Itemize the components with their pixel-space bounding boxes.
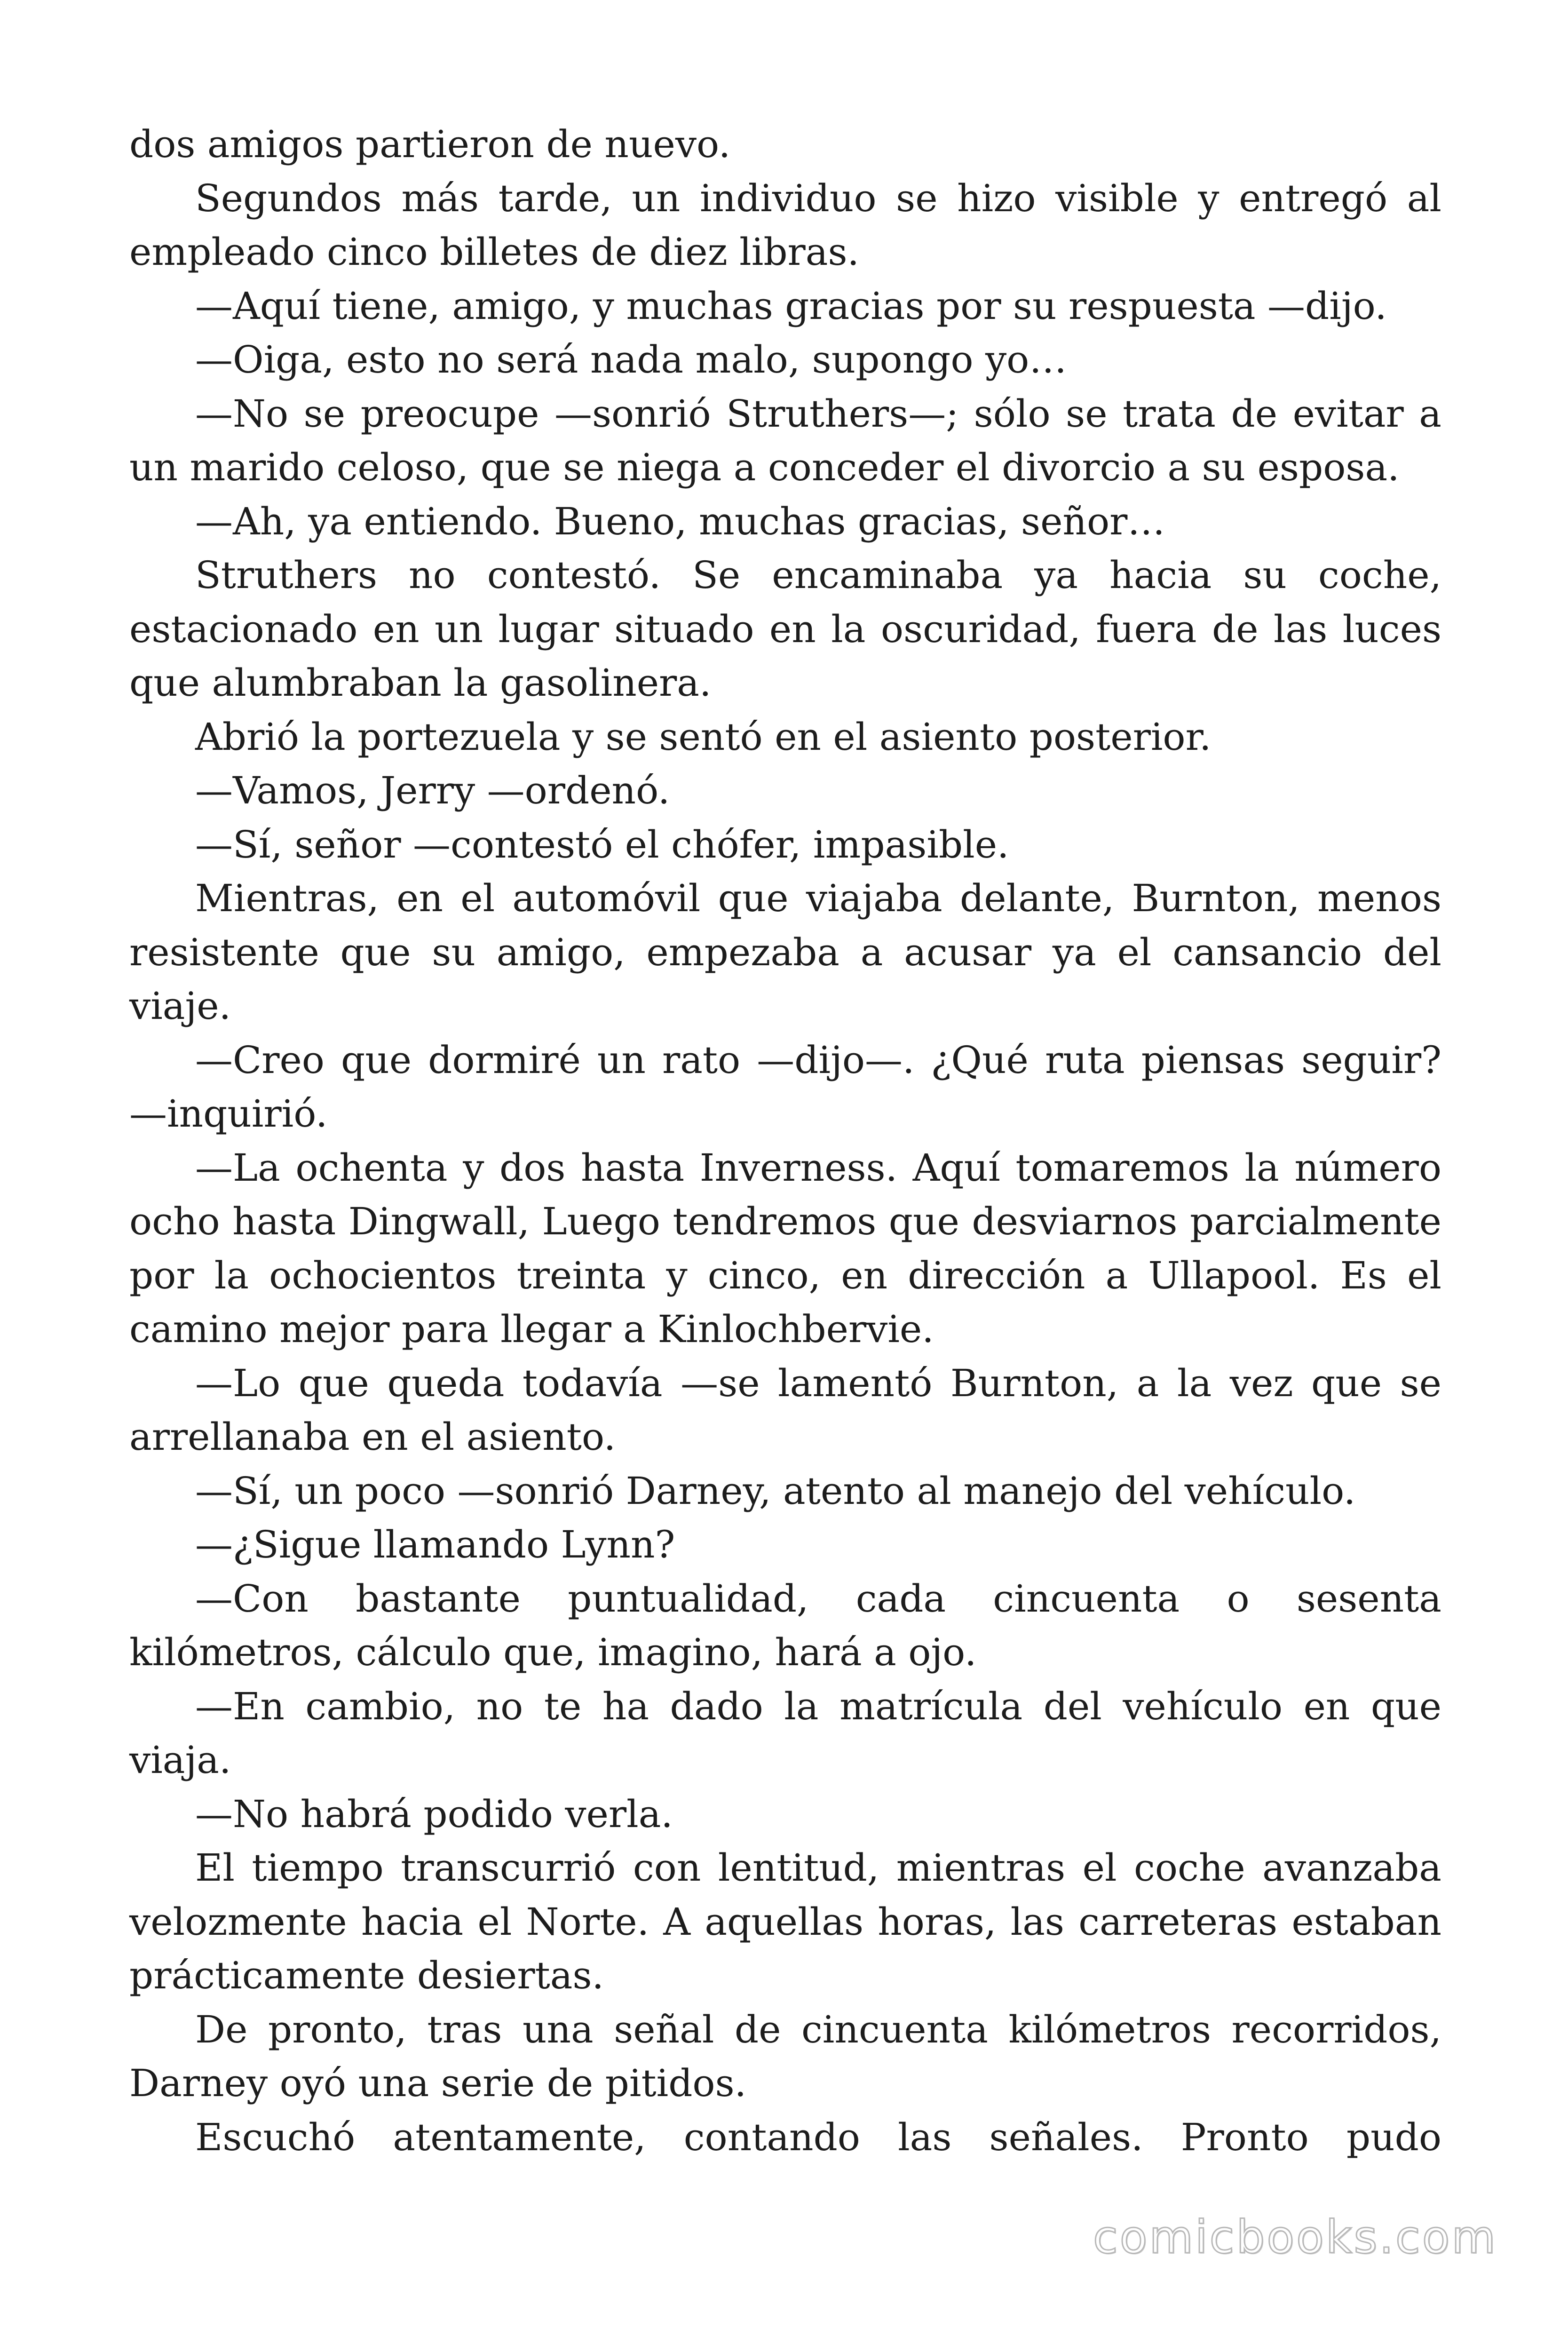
paragraph: Abrió la portezuela y se sentó en el asiento posterior. [195, 715, 1212, 759]
paragraph: —Con bastante puntualidad, cada cincuenta o sesenta kilómetros, cálculo que, imagino, hará a ojo. [129, 1576, 1441, 1674]
paragraph: Segundos más tarde, un individuo se hizo visible y entregó al empleado cinco billetes de diez libras. [129, 176, 1441, 274]
paragraph: —Vamos, Jerry —ordenó. [195, 769, 670, 812]
page-body [129, 118, 1441, 2164]
paragraph: Struthers no contestó. Se encaminaba ya hacia su coche, estacionado en un lugar situado en la oscuridad, fuera de las luces que alumbraban la gasolinera. [129, 553, 1441, 705]
paragraph: dos amigos partieron de nuevo. [129, 122, 731, 166]
paragraph: Mientras, en el automóvil que viajaba delante, Burnton, menos resistente que su amigo, empezaba a acusar ya el cansancio del viaje. [129, 876, 1441, 1028]
paragraph: —No habrá podido verla. [195, 1792, 673, 1836]
paragraph: Escuchó atentamente, contando las señales. Pronto pudo [195, 2115, 1441, 2159]
paragraph: —Ah, ya entiendo. Bueno, muchas gracias, señor… [195, 499, 1165, 543]
paragraph: —La ochenta y dos hasta Inverness. Aquí tomaremos la número ocho hasta Dingwall, Luego tendremos que desviarnos parcialmente por la ochocientos treinta y cinco, en dirección a Ullapool. Es el camino mejor para llegar a Kinlochbervie. [129, 1145, 1441, 1351]
paragraph: —Lo que queda todavía —se lamentó Burnton, a la vez que se arrellanaba en el asiento. [129, 1361, 1441, 1459]
paragraph: —Aquí tiene, amigo, y muchas gracias por su respuesta —dijo. [195, 284, 1387, 328]
paragraph: —Sí, señor —contestó el chófer, impasible. [195, 822, 1009, 866]
paragraph: —Sí, un poco —sonrió Darney, atento al manejo del vehículo. [195, 1469, 1356, 1513]
paragraph: —Creo que dormiré un rato —dijo—. ¿Qué ruta piensas seguir? —inquirió. [129, 1038, 1441, 1136]
paragraph: De pronto, tras una señal de cincuenta kilómetros recorridos, Darney oyó una serie de pitidos. [129, 2007, 1441, 2105]
watermark: comicbooks.com [1093, 2211, 1497, 2264]
paragraph: El tiempo transcurrió con lentitud, mientras el coche avanzaba velozmente hacia el Norte. A aquellas horas, las carreteras estaban prácticamente desiertas. [129, 1846, 1441, 1997]
paragraph: —Oiga, esto no será nada malo, supongo yo… [195, 338, 1067, 381]
paragraph: —En cambio, no te ha dado la matrícula del vehículo en que viaja. [129, 1684, 1441, 1782]
paragraph: —No se preocupe —sonrió Struthers—; sólo se trata de evitar a un marido celoso, que se niega a conceder el divorcio a su esposa. [129, 391, 1441, 489]
paragraph: —¿Sigue llamando Lynn? [195, 1523, 675, 1566]
